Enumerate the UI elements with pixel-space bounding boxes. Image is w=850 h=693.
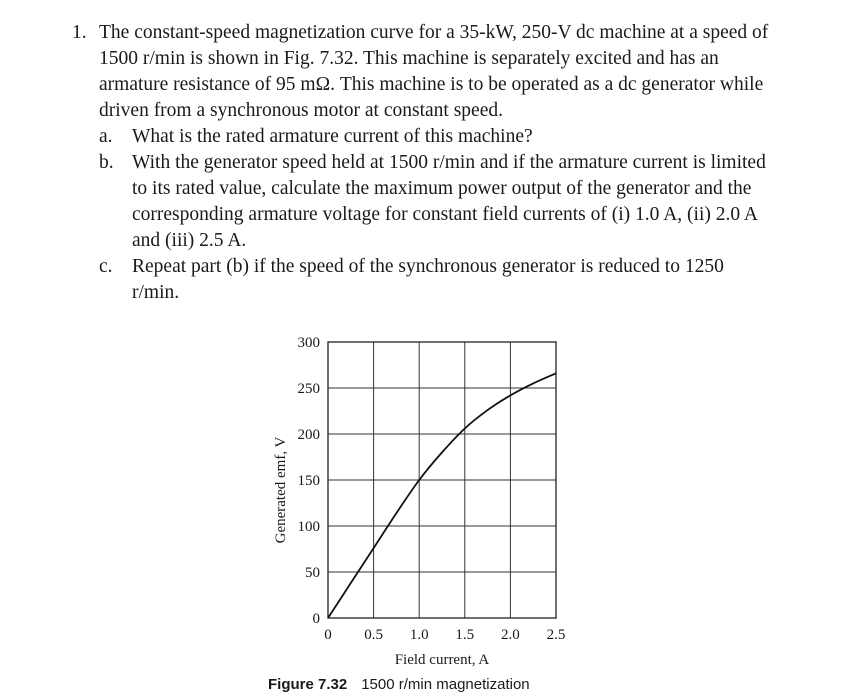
part-a <box>99 124 772 150</box>
problem-number: 1. <box>72 22 87 43</box>
x-tick-label: 0.5 <box>364 627 383 643</box>
magnetization-chart <box>255 330 595 675</box>
part-a-label: a. <box>99 126 113 147</box>
figure-caption <box>268 676 530 693</box>
x-tick-label: 1.0 <box>409 627 429 643</box>
y-tick-label: 150 <box>297 473 320 489</box>
x-axis-title: Field current, A <box>394 652 490 668</box>
x-tick-label: 1.5 <box>455 627 475 643</box>
y-tick-label: 300 <box>297 335 320 351</box>
problem <box>72 20 772 306</box>
y-tick-label: 200 <box>297 427 320 443</box>
part-c <box>99 254 772 306</box>
y-axis-title: Generated emf, V <box>273 436 289 544</box>
x-tick-label: 2.5 <box>546 627 566 643</box>
caption-text: 1500 r/min magnetization <box>361 676 530 693</box>
y-tick-label: 0 <box>312 611 320 627</box>
part-b-text: With the generator speed held at 1500 r/min and if the armature current is limited to its rated value, calculate the maximum power output of the generator and the corresponding armature voltage for constant field currents of (i) 1.0 A, (ii) 2.0 A and (iii) 2.5 A. <box>132 152 766 251</box>
problem-intro: The constant-speed magnetization curve for a 35-kW, 250-V dc machine at a speed of 1500 r/min is shown in Fig. 7.32. This machine is separately excited and has an armature resistance of 95 mΩ. This machine is to be operated as a dc generator while driven from a synchronous motor at constant speed. <box>99 22 769 121</box>
part-b <box>99 150 772 254</box>
part-c-text: Repeat part (b) if the speed of the synchronous generator is reduced to 1250 r/min. <box>132 256 724 303</box>
part-c-label: c. <box>99 256 113 277</box>
caption-label: Figure 7.32 <box>268 676 348 693</box>
magnetization-curve <box>328 373 556 618</box>
part-a-text: What is the rated armature current of this machine? <box>132 126 533 147</box>
y-tick-label: 50 <box>305 565 320 581</box>
x-tick-label: 2.0 <box>501 627 520 643</box>
part-b-label: b. <box>99 152 114 173</box>
y-tick-label: 100 <box>297 519 320 535</box>
x-tick-label: 0 <box>324 627 332 643</box>
y-tick-label: 250 <box>297 381 320 397</box>
figure-7-32 <box>255 330 595 693</box>
